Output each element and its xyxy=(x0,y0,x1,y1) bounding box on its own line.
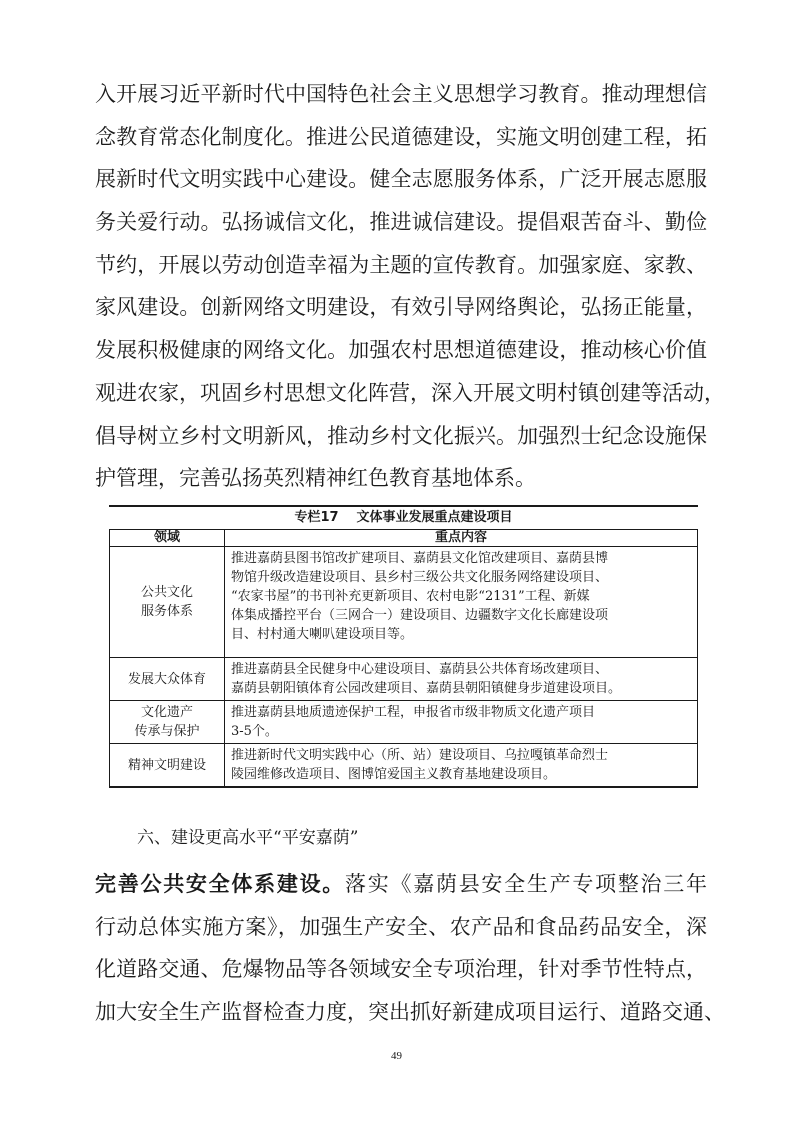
paragraph-line-text: 落实《嘉荫县安全生产专项整治三年 xyxy=(345,872,708,896)
paragraph-line: 观进农家，巩固乡村思想文化阵营，深入开展文明村镇创建等活动， xyxy=(95,380,725,405)
table-row xyxy=(110,658,698,701)
paragraph-line: 展新时代文明实践中心建设。健全志愿服务体系，广泛开展志愿服 xyxy=(95,167,707,192)
paragraph-line: 家风建设。创新网络文明建设，有效引导网络舆论，弘扬正能量， xyxy=(95,295,707,320)
row-domain xyxy=(110,658,225,701)
table-row xyxy=(110,547,698,658)
paragraph-line: 加大安全生产监督检查力度，突出抓好新建成项目运行、道路交通、 xyxy=(95,1000,725,1025)
body-paragraph-1 xyxy=(95,73,725,500)
content-line: 3-5个。 xyxy=(231,724,278,739)
table-header-row xyxy=(110,530,698,547)
content-line: 目、村村通大喇叭建设项目等。 xyxy=(231,627,414,642)
content-line: 嘉荫县朝阳镇体育公园改建项目、嘉荫县朝阳镇健身步道建设项目。 xyxy=(231,681,622,696)
table-row xyxy=(110,744,698,788)
content-line: 推进嘉荫县图书馆改扩建项目、嘉荫县文化馆改建项目、嘉荫县博 xyxy=(231,551,609,566)
section-heading: 六、建设更高水平“平安嘉荫” xyxy=(137,828,359,848)
paragraph-line: 发展积极健康的网络文化。加强农村思想道德建设，推动核心价值 xyxy=(95,338,707,363)
paragraph-line: 入开展习近平新时代中国特色社会主义思想学习教育。推动理想信 xyxy=(95,82,707,106)
paragraph-line: 行动总体实施方案》，加强生产安全、农产品和食品药品安全，深 xyxy=(95,914,707,939)
paragraph-line: 护管理，完善弘扬英烈精神红色教育基地体系。 xyxy=(95,466,536,491)
page-number: 49 xyxy=(391,1050,402,1062)
table-title xyxy=(109,507,698,529)
paragraph-line: 务关爱行动。弘扬诚信文化，推进诚信建设。提倡艰苦奋斗、勤俭 xyxy=(95,210,707,235)
row-content xyxy=(225,547,698,658)
content-line: 推进嘉荫县地质遗迹保护工程，申报省市级非物质文化遗产项目 xyxy=(231,705,596,720)
column-header-content: 重点内容 xyxy=(225,530,698,547)
feature-box-table xyxy=(109,505,698,788)
paragraph-line: 节约，开展以劳动创造幸福为主题的宣传教育。加强家庭、家教、 xyxy=(95,252,707,277)
paragraph-line: 化道路交通、危爆物品等各领域安全专项治理，针对季节性特点， xyxy=(95,957,707,982)
paragraph-lead: 完善公共安全体系建设。 xyxy=(95,871,346,896)
row-content xyxy=(225,701,698,744)
content-line: 推进嘉荫县全民健身中心建设项目、嘉荫县公共体育场改建项目、 xyxy=(231,662,609,677)
table-title-text: 文体事业发展重点建设项目 xyxy=(356,510,513,525)
paragraph-line: 念教育常态化制度化。推进公民道德建设，实施文明创建工程，拓 xyxy=(95,124,707,149)
column-header-domain: 领域 xyxy=(110,530,225,547)
row-content xyxy=(225,658,698,701)
content-line: 体集成播控平台（三网合一）建设项目、边疆数字文化长廊建设项 xyxy=(231,608,609,623)
body-paragraph-2 xyxy=(95,863,725,1034)
domain-line: 发展大众体育 xyxy=(127,671,206,687)
content-line: “农家书屋”的书刊补充更新项目、农村电影“2131”工程、新媒 xyxy=(231,589,590,604)
content-line: 物馆升级改造建设项目、县乡村三级公共文化服务网络建设项目、 xyxy=(231,570,609,585)
content-line: 陵园维修改造项目、图博馆爱国主义教育基地建设项目。 xyxy=(231,767,557,782)
row-domain xyxy=(110,744,225,788)
table-row xyxy=(110,701,698,744)
domain-line: 精神文明建设 xyxy=(127,757,206,773)
projects-table xyxy=(109,529,698,788)
domain-line: 文化遗产 xyxy=(140,705,193,720)
domain-line: 公共文化 xyxy=(140,585,193,600)
domain-line: 服务体系 xyxy=(140,604,193,619)
paragraph-line xyxy=(95,863,707,906)
content-line: 推进新时代文明实践中心（所、站）建设项目、乌拉嘎镇革命烈士 xyxy=(231,748,609,763)
row-content xyxy=(225,744,698,788)
row-domain xyxy=(110,701,225,744)
paragraph-line: 倡导树立乡村文明新风，推动乡村文化振兴。加强烈士纪念设施保 xyxy=(95,423,707,448)
row-domain xyxy=(110,547,225,658)
table-number: 专栏17 xyxy=(294,510,339,525)
domain-line: 传承与保护 xyxy=(134,724,200,739)
